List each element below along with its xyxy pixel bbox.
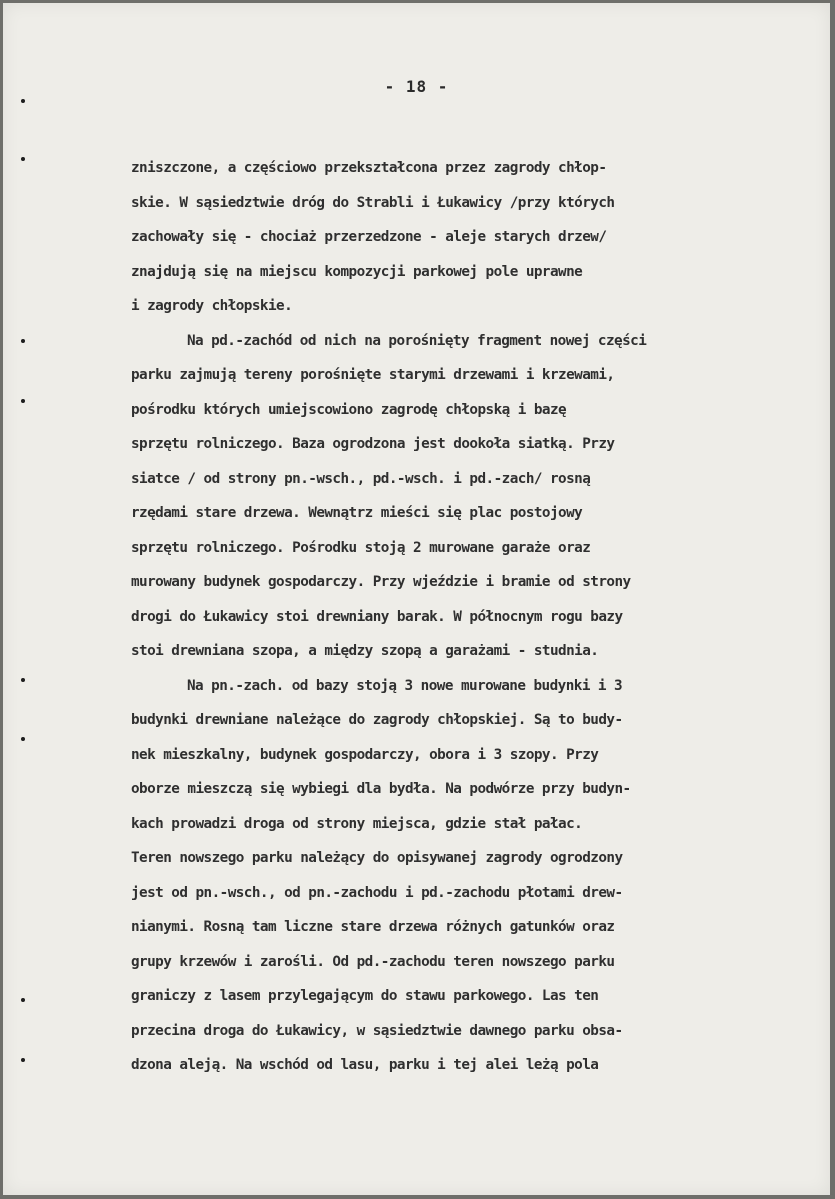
text-line: dzona aleją. Na wschód od lasu, parku i tej alei leżą pola bbox=[131, 1057, 599, 1073]
typewritten-text bbox=[131, 151, 801, 1083]
text-line: pośrodku których umiejscowiono zagrodę chłopską i bazę bbox=[131, 401, 567, 418]
margin-hole-dot bbox=[21, 99, 25, 103]
text-line: skie. W sąsiedztwie dróg do Strabli i Łukawicy /przy których bbox=[131, 194, 615, 211]
text-line: murowany budynek gospodarczy. Przy wjeździe i bramie od strony bbox=[131, 574, 631, 590]
text-line: stoi drewniana szopa, a między szopą a garażami - studnia. bbox=[131, 643, 599, 659]
margin-hole-dot bbox=[21, 998, 25, 1002]
text-line: jest od pn.-wsch., od pn.-zachodu i pd.-zachodu płotami drew- bbox=[131, 884, 623, 901]
text-line: zniszczone, a częściowo przekształcona przez zagrody chłop- bbox=[131, 160, 607, 176]
text-line: znajdują się na miejscu kompozycji parkowej pole uprawne bbox=[131, 263, 583, 280]
text-line: sprzętu rolniczego. Baza ogrodzona jest dookoła siatką. Przy bbox=[131, 436, 615, 452]
text-line: zachowały się - chociaż przerzedzone - aleje starych drzew/ bbox=[131, 229, 607, 245]
text-line: graniczy z lasem przylegającym do stawu parkowego. Las ten bbox=[131, 988, 599, 1004]
paragraph-first-line: Na pd.-zachód od nich na porośnięty fragment nowej części bbox=[187, 332, 647, 349]
text-line: sprzętu rolniczego. Pośrodku stoją 2 murowane garaże oraz bbox=[131, 539, 591, 556]
text-line: budynki drewniane należące do zagrody chłopskiej. Są to budy- bbox=[131, 712, 623, 728]
text-line: przecina droga do Łukawicy, w sąsiedztwie dawnego parku obsa- bbox=[131, 1022, 623, 1039]
text-line: rzędami stare drzewa. Wewnątrz mieści się plac postojowy bbox=[131, 505, 583, 521]
text-line: grupy krzewów i zarośli. Od pd.-zachodu teren nowszego parku bbox=[131, 953, 615, 970]
text-line: siatce / od strony pn.-wsch., pd.-wsch. i pd.-zach/ rosną bbox=[131, 470, 591, 487]
margin-hole-dot bbox=[21, 399, 25, 403]
margin-hole-dot bbox=[21, 737, 25, 741]
text-line: i zagrody chłopskie. bbox=[131, 298, 293, 314]
text-line: Teren nowszego parku należący do opisywanej zagrody ogrodzony bbox=[131, 850, 623, 866]
page-number: - 18 - bbox=[384, 77, 449, 96]
text-line: oborze mieszczą się wybiegi dla bydła. Na podwórze przy budyn- bbox=[131, 781, 631, 797]
text-line: kach prowadzi droga od strony miejsca, gdzie stał pałac. bbox=[131, 815, 583, 832]
text-line: parku zajmują tereny porośnięte starymi drzewami i krzewami, bbox=[131, 367, 615, 383]
paragraph-first-line: Na pn.-zach. od bazy stoją 3 nowe murowane budynki i 3 bbox=[187, 677, 623, 694]
document-page bbox=[3, 3, 830, 1195]
text-line: drogi do Łukawicy stoi drewniany barak. W północnym rogu bazy bbox=[131, 608, 623, 625]
margin-hole-dot bbox=[21, 1058, 25, 1062]
text-line: nek mieszkalny, budynek gospodarczy, obora i 3 szopy. Przy bbox=[131, 746, 599, 763]
text-line: nianymi. Rosną tam liczne stare drzewa różnych gatunków oraz bbox=[131, 919, 615, 935]
margin-hole-dot bbox=[21, 157, 25, 161]
margin-hole-dot bbox=[21, 339, 25, 343]
margin-hole-dot bbox=[21, 678, 25, 682]
